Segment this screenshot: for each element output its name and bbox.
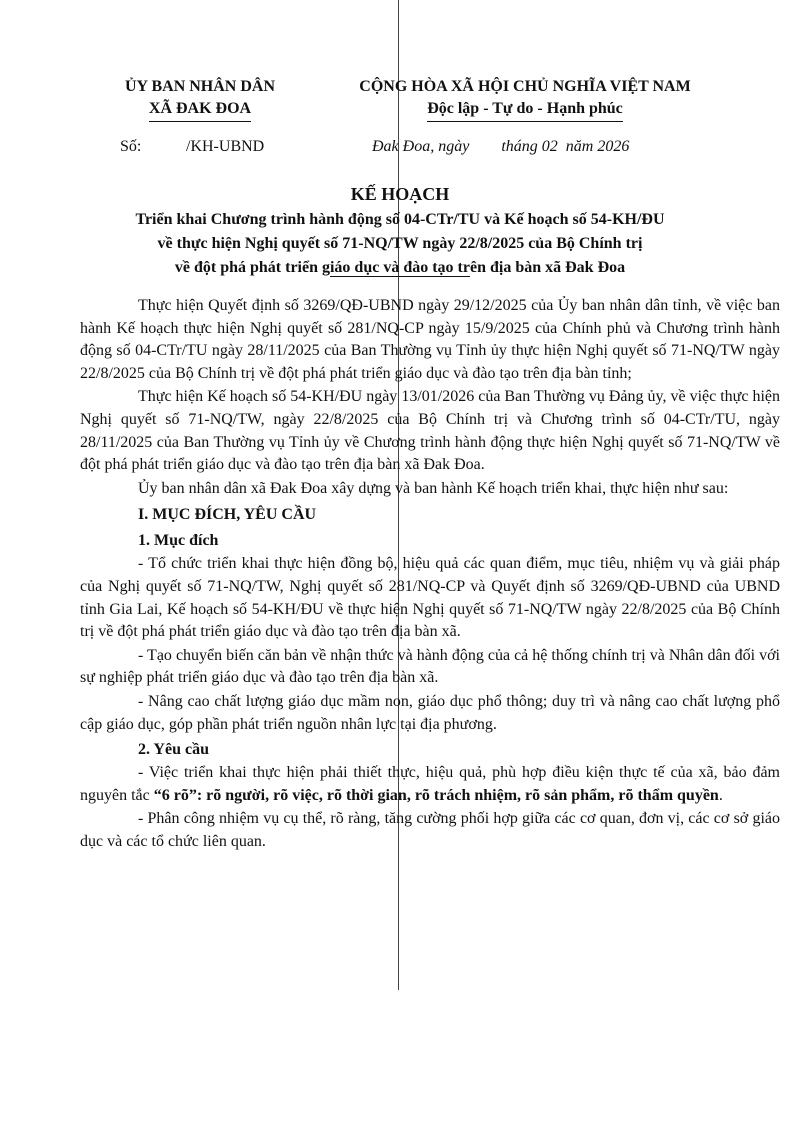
section-heading-1: I. MỤC ĐÍCH, YÊU CẦU	[138, 506, 317, 524]
requirement-text: - Việc triển khai thực hiện phải thiết thực, hiệu quả, phù hợp điều kiện thực tế của xã, bảo đảm nguyên tắc	[80, 764, 780, 804]
subsection-requirements: 2. Yêu cầu	[138, 741, 209, 759]
title-underline	[330, 276, 470, 277]
subsection-purpose: 1. Mục đích	[138, 532, 219, 550]
authority-line-1: ỦY BAN NHÂN DÂN	[124, 78, 276, 95]
requirement-item-1	[80, 762, 780, 807]
paragraph-basis-2: Thực hiện Kế hoạch số 54-KH/ĐU ngày 13/01/2026 của Ban Thường vụ Đảng ủy, về việc thực hiện Nghị quyết số 71-NQ/TW, ngày 22/8/2025 của Bộ Chính trị và Chương trình số 04-CTr/TU, ngày 28/11/2025 của Ban Thường vụ Tỉnh ủy về Chương trình hành động thực hiện Nghị quyết số 71-NQ/TW về đột phá phát triển giáo dục và đào tạo trên địa bàn xã Đak Đoa.	[80, 388, 780, 474]
place-date: Đak Đoa, ngày tháng 02 năm 2026	[372, 138, 630, 155]
subtitle-line-2: về thực hiện Nghị quyết số 71-NQ/TW ngày 22/8/2025 của Bộ Chính trị	[157, 235, 643, 252]
requirement-end: .	[718, 786, 723, 804]
paragraph-intro: Ủy ban nhân dân xã Đak Đoa xây dựng và ban hành Kế hoạch triển khai, thực hiện như sau:	[138, 479, 729, 497]
issuing-authority	[100, 76, 300, 122]
document-title: KẾ HOẠCH	[350, 184, 450, 204]
subtitle-line-1: Triển khai Chương trình hành động số 04-CTr/TU và Kế hoạch số 54-KH/ĐU	[135, 211, 665, 228]
requirement-item-2: - Phân công nhiệm vụ cụ thể, rõ ràng, tăng cường phối hợp giữa các cơ quan, đơn vị, các cơ sở giáo dục và các tổ chức liên quan.	[80, 810, 780, 850]
subtitle-line-3: về đột phá phát triển giáo dục và đào tạo trên địa bàn xã Đak Đoa	[174, 259, 626, 276]
nation-title: CỘNG HÒA XÃ HỘI CHỦ NGHĨA VIỆT NAM	[359, 78, 691, 95]
number-label: Số:	[120, 138, 142, 155]
national-motto	[330, 76, 720, 122]
purpose-item-3: - Nâng cao chất lượng giáo dục mầm non, giáo dục phổ thông; duy trì và nâng cao chất lượng phổ cập giáo dục, góp phần phát triển nguồn nhân lực tại địa phương.	[80, 692, 780, 733]
purpose-item-1: - Tổ chức triển khai thực hiện đồng bộ, hiệu quả các quan điểm, mục tiêu, nhiệm vụ và giải pháp của Nghị quyết số 71-NQ/TW, Nghị quyết số 281/NQ-CP và Quyết định số 3269/QĐ-UBND của UBND tỉnh Gia Lai, Kế hoạch số 54-KH/ĐU về thực hiện Nghị quyết số 71-NQ/TW ngày 22/8/2025 của Bộ Chính trị về đột phá phát triển giáo dục và đào tạo trên địa bàn xã.	[80, 555, 780, 641]
six-clear-principle: “6 rõ”: rõ người, rõ việc, rõ thời gian, rõ trách nhiệm, rõ sản phẩm, rõ thẩm quyền	[153, 786, 719, 804]
document-number	[120, 138, 264, 156]
document-subtitle	[80, 208, 720, 280]
purpose-item-2: - Tạo chuyển biến căn bản về nhận thức và hành động của cả hệ thống chính trị và Nhân dân đối với sự nghiệp phát triển giáo dục và đào tạo trên địa bàn xã.	[80, 646, 780, 687]
paragraph-basis-1: Thực hiện Quyết định số 3269/QĐ-UBND ngày 29/12/2025 của Ủy ban nhân dân tỉnh, về việc ban hành Kế hoạch thực hiện Nghị quyết số 281/NQ-CP ngày 15/9/2025 của Chính phủ và Chương trình hành động số 04-CTr/TU ngày 28/11/2025 của Ban Thường vụ Tỉnh ủy thực hiện Nghị quyết số 71-NQ/TW ngày 22/8/2025 của Bộ Chính trị về đột phá phát triển giáo dục và đào tạo trên địa bàn tỉnh;	[80, 297, 780, 382]
authority-line-2: XÃ ĐAK ĐOA	[149, 98, 251, 122]
motto: Độc lập - Tự do - Hạnh phúc	[427, 98, 623, 122]
number-value: /KH-UBND	[186, 138, 265, 155]
document-body	[80, 295, 780, 853]
